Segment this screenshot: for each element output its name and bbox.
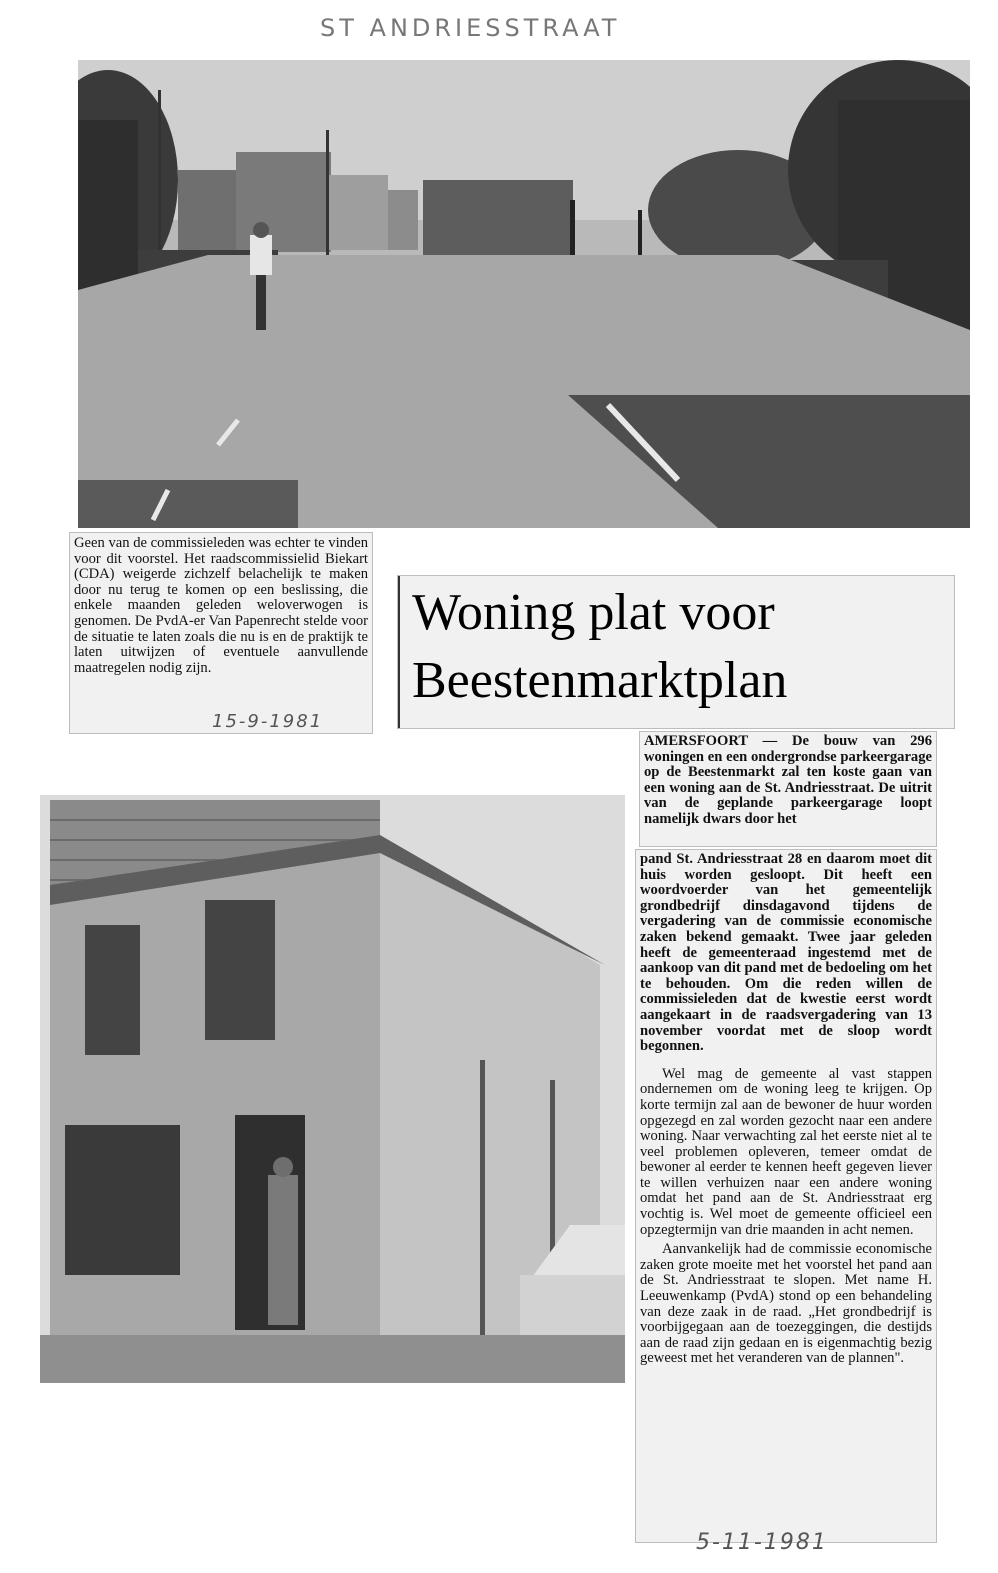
left-column-clipping [70, 533, 372, 733]
headline-line-2: Beestenmarktplan [412, 652, 788, 709]
article-body-clipping [636, 850, 936, 1542]
handwritten-date-left: 15-9-1981 [212, 711, 324, 732]
handwritten-date-bottom: 5-11-1981 [696, 1530, 828, 1555]
handwritten-street-name: ST ANDRIESSTRAAT [320, 14, 621, 42]
headline-box [398, 576, 954, 728]
left-column-text: Geen van de commissieleden was echter te vinden voor dit voorstel. Het raadscommissielid Biekart (CDA) weigerde zichzelf belachelijk te maken door nu terug te komen op een beslissing, die enkele maanden geleden weloverwogen is genomen. De PvdA-er Van Papenrecht stelde voor de situatie te laten zoals die nu is en de praktijk te laten uitwijzen of eventuele aanvullende maatregelen nodig zijn. [74, 535, 368, 676]
article-paragraph-3: Aanvankelijk had de commissie economische zaken grote moeite met het voorstel het pand aan de St. Andriesstraat te slopen. Met name H. Leeuwenkamp (PvdA) stond op een behandeling van deze zaak in de raad. „Het grondbedrijf is voorbijgegaan aan de toezeggingen, die destijds aan de raad zijn gedaan en is eigenmachtig bezig geweest met het veranderen van de plannen". [640, 1241, 932, 1367]
article-lead-clipping [640, 732, 936, 846]
article-paragraph-1: pand St. Andriesstraat 28 en daarom moet dit huis worden gesloopt. Dit heeft een woordvoerder van het gemeentelijk grondbedrijf dinsdagavond tijdens de vergadering van de commissie economische zaken bekend gemaakt. Twee jaar geleden heeft de gemeenteraad ingestemd met de aankoop van dit pand met de bedoeling om het te behouden. Om die reden willen de commissieleden dat de kwestie eerst wordt aangekaart in de raadsvergadering van 13 november voordat met de sloop wordt begonnen. [640, 851, 932, 1055]
house-image [40, 795, 625, 1383]
headline-line-1: Woning plat voor [412, 584, 775, 641]
street-photo [78, 60, 970, 528]
article-lead: AMERSFOORT — De bouw van 296 woningen en een ondergrondse parkeergarage op de Beestenmarkt zal ten koste gaan van een woning aan de St. Andriesstraat. De uitrit van de geplande parkeergarage loopt namelijk dwars door het [644, 733, 932, 827]
house-photo [40, 795, 625, 1383]
article-paragraph-2: Wel mag de gemeente al vast stappen ondernemen om de woning leeg te krijgen. Op korte termijn zal aan de bewoner de huur worden opgezegd en zal worden gezocht naar een andere woning. Naar verwachting zal het eerste niet al te veel problemen opleveren, temeer omdat de bewoner al eerder te kennen heeft gegeven liever te willen verhuizen naar een andere woning omdat het pand aan de St. Andriesstraat erg vochtig is. Wel moet de gemeente officieel een opzegtermijn van drie maanden in acht nemen. [640, 1065, 932, 1238]
street-scene-image [78, 60, 970, 528]
